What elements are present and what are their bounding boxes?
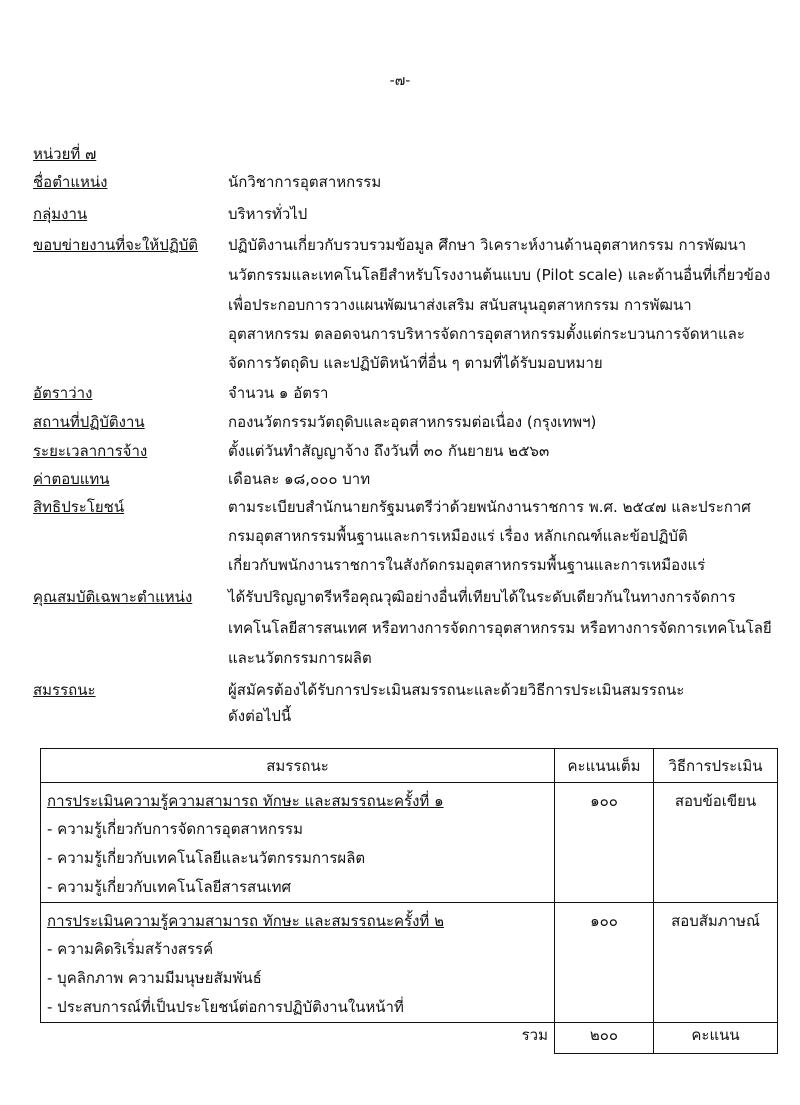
benefits-label: สิทธิประโยชน์ — [33, 498, 125, 516]
competency-line: ดังต่อไปนี้ — [228, 707, 292, 725]
header-competency: สมรรถนะ — [41, 749, 555, 783]
compensation-label: ค่าตอบแทน — [33, 470, 110, 488]
table-row — [41, 783, 778, 903]
qualifications-line: ได้รับปริญญาตรีหรือคุณวุฒิอย่างอื่นที่เทียบได้ในระดับเดียวกันในทางการจัดการ — [228, 588, 736, 606]
total-row — [41, 1023, 778, 1054]
header-full-score: คะแนนเต็ม — [555, 749, 654, 783]
job-scope-line: นวัตกรรมและเทคโนโลยีสำหรับโรงงานต้นแบบ (Pilot scale) และด้านอื่นที่เกี่ยวข้อง — [228, 266, 771, 284]
position-name-label: ชื่อตำแหน่ง — [33, 173, 108, 191]
vacancy-label: อัตราว่าง — [33, 384, 93, 402]
group-title: การประเมินความรู้ความสามารถ ทักษะ และสมรรถนะครั้งที่ ๑ — [47, 792, 444, 810]
benefits-line: กรมอุตสาหกรรมพื้นฐานและการเหมืองแร่ เรื่อง หลักเกณฑ์และข้อปฏิบัติ — [228, 527, 688, 545]
header-assessment-method: วิธีการประเมิน — [654, 749, 778, 783]
method-cell: สอบสัมภาษณ์ — [654, 903, 778, 1023]
competency-group-cell — [41, 903, 555, 1023]
score-cell: ๑๐๐ — [555, 783, 654, 903]
list-item: - ประสบการณ์ที่เป็นประโยชน์ต่อการปฏิบัติงานในหน้าที่ — [47, 998, 404, 1016]
workplace-label: สถานที่ปฏิบัติงาน — [33, 413, 145, 431]
job-scope-line: อุตสาหกรรม ตลอดจนการบริหารจัดการอุตสาหกรรมตั้งแต่กระบวนการจัดหาและ — [228, 325, 745, 343]
workplace-value: กองนวัตกรรมวัตถุดิบและอุตสาหกรรมต่อเนื่อง (กรุงเทพฯ) — [228, 413, 597, 431]
work-group-value: บริหารทั่วไป — [228, 205, 308, 223]
list-item: - ความรู้เกี่ยวกับการจัดการอุตสาหกรรม — [47, 820, 303, 838]
employment-period-value: ตั้งแต่วันทำสัญญาจ้าง ถึงวันที่ ๓๐ กันยายน ๒๕๖๓ — [228, 442, 550, 460]
qualifications-line: และนวัตกรรมการผลิต — [228, 649, 372, 667]
list-item: - บุคลิกภาพ ความมีมนุษยสัมพันธ์ — [47, 969, 262, 987]
score-cell: ๑๐๐ — [555, 903, 654, 1023]
vacancy-value: จำนวน ๑ อัตรา — [228, 384, 329, 402]
employment-period-label: ระยะเวลาการจ้าง — [33, 442, 148, 460]
job-scope-line: จัดการวัตถุดิบ และปฏิบัติหน้าที่อื่น ๆ ตามที่ได้รับมอบหมาย — [228, 354, 603, 372]
total-unit: คะแนน — [654, 1023, 778, 1054]
work-group-label: กลุ่มงาน — [33, 205, 88, 223]
method-cell: สอบข้อเขียน — [654, 783, 778, 903]
list-item: - ความคิดริเริ่มสร้างสรรค์ — [47, 940, 214, 958]
compensation-value: เดือนละ ๑๘,๐๐๐ บาท — [228, 470, 371, 488]
competency-label: สมรรถนะ — [33, 681, 96, 699]
competency-table — [40, 748, 778, 1054]
list-item: - ความรู้เกี่ยวกับเทคโนโลยีสารสนเทศ — [47, 878, 292, 896]
table-header-row — [41, 749, 778, 783]
job-scope-label: ขอบข่ายงานที่จะให้ปฏิบัติ — [33, 236, 199, 254]
benefits-line: เกี่ยวกับพนักงานราชการในสังกัดกรมอุตสาหกรรมพื้นฐานและการเหมืองแร่ — [228, 556, 706, 574]
total-score: ๒๐๐ — [555, 1023, 654, 1054]
benefits-line: ตามระเบียบสำนักนายกรัฐมนตรีว่าด้วยพนักงานราชการ พ.ศ. ๒๕๔๗ และประกาศ — [228, 498, 751, 516]
table-row — [41, 903, 778, 1023]
page-number: -๗- — [389, 73, 411, 89]
competency-line: ผู้สมัครต้องได้รับการประเมินสมรรถนะและด้วยวิธีการประเมินสมรรถนะ — [228, 681, 685, 699]
competency-group-cell — [41, 783, 555, 903]
job-scope-line: เพื่อประกอบการวางแผนพัฒนาส่งเสริม สนับสนุนอุตสาหกรรม การพัฒนา — [228, 296, 692, 314]
unit-label: หน่วยที่ ๗ — [33, 145, 97, 163]
job-scope-line: ปฏิบัติงานเกี่ยวกับรวบรวมข้อมูล ศึกษา วิเคราะห์งานด้านอุตสาหกรรม การพัฒนา — [228, 236, 747, 254]
qualifications-line: เทคโนโลยีสารสนเทศ หรือทางการจัดการอุตสาหกรรม หรือทางการจัดการเทคโนโลยี — [228, 619, 772, 637]
position-name-value: นักวิชาการอุตสาหกรรม — [228, 173, 382, 191]
qualifications-label: คุณสมบัติเฉพาะตำแหน่ง — [33, 588, 193, 606]
list-item: - ความรู้เกี่ยวกับเทคโนโลยีและนวัตกรรมการผลิต — [47, 849, 366, 867]
group-title: การประเมินความรู้ความสามารถ ทักษะ และสมรรถนะครั้งที่ ๒ — [47, 912, 444, 930]
total-label: รวม — [41, 1023, 555, 1054]
